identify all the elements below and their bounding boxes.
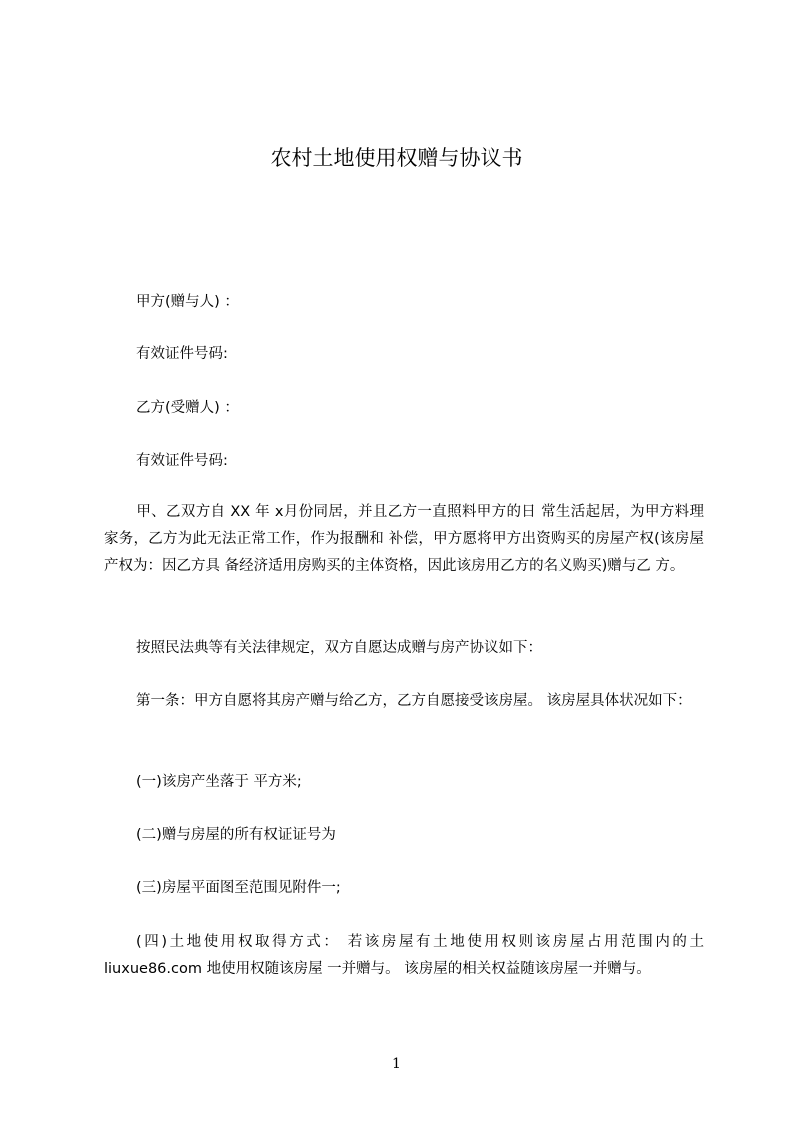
legal-basis-paragraph: 按照民法典等有关法律规定，双方自愿达成赠与房产协议如下： xyxy=(136,640,542,656)
party-a-id-label: 有效证件号码: xyxy=(136,346,228,362)
item-3: (三)房屋平面图至范围见附件一; xyxy=(136,880,341,896)
preamble-paragraph xyxy=(104,499,704,580)
item-4-text: (四)土地使用权取得方式： 若该房屋有土地使用权则该房屋占用范围内的土liuxue86.com 地使用权随该房屋 一并赠与。 该房屋的相关权益随该房屋一并赠与。 xyxy=(104,934,704,977)
article-1-paragraph xyxy=(104,688,704,715)
preamble-text: 甲、乙双方自 XX 年 x月份同居，并且乙方一直照料甲方的日 常生活起居，为甲方料理家务，乙方为此无法正常工作，作为报酬和 补偿，甲方愿将甲方出资购买的房屋产权(该房屋产权为：因乙方具 备经济适用房购买的主体资格，因此该房用乙方的名义购买)赠与乙 方。 xyxy=(104,504,704,574)
document-title: 农村土地使用权赠与协议书 xyxy=(270,146,523,170)
party-b-label: 乙方(受赠人) ： xyxy=(136,400,239,416)
party-b-id-label: 有效证件号码: xyxy=(136,453,228,469)
page-number: 1 xyxy=(392,1056,401,1072)
party-a-label: 甲方(赠与人) ： xyxy=(136,294,239,310)
item-1: (一)该房产坐落于 平方米; xyxy=(136,774,302,790)
item-2: (二)赠与房屋的所有权证证号为 xyxy=(136,827,336,843)
item-4-paragraph xyxy=(104,929,704,983)
article-1-text: 第一条：甲方自愿将其房产赠与给乙方，乙方自愿接受该房屋。 该房屋具体状况如下： xyxy=(136,693,692,709)
